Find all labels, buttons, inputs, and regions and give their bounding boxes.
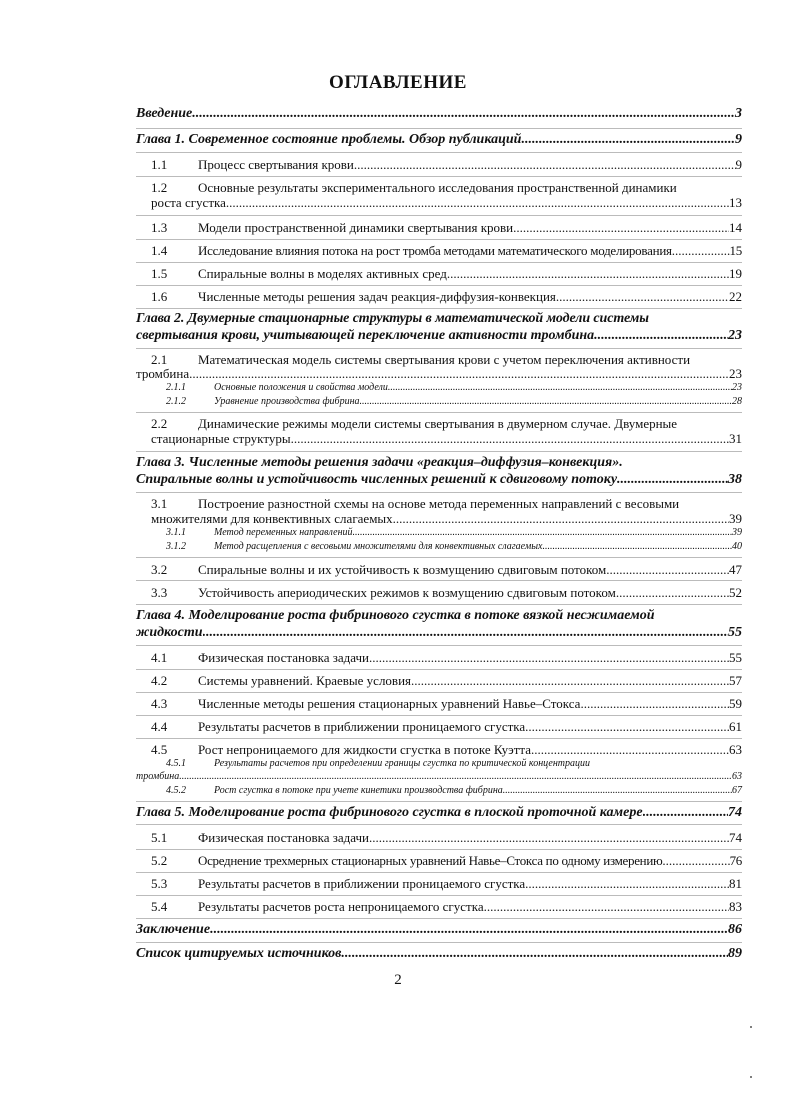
toc-entry-page: 67 bbox=[732, 785, 742, 796]
toc-entry-text-cont: тромбина bbox=[136, 771, 180, 782]
toc-entry-text: Спиральные волны и их устойчивость к возмущению сдвиговым потоком bbox=[198, 562, 607, 577]
toc-entry-page: 40 bbox=[732, 541, 742, 552]
toc-subsection-3-1-2[interactable] bbox=[214, 541, 742, 552]
toc-entry-text: Уравнение производства фибрина bbox=[214, 396, 360, 407]
toc-entry-page: 28 bbox=[732, 396, 742, 407]
toc-entry-page: 59 bbox=[729, 696, 742, 711]
toc-entry-text: Список цитируемых источников bbox=[136, 946, 342, 961]
toc-entry-number: 4.5 bbox=[151, 742, 168, 757]
toc-entry-text: Глава 1. Современное состояние проблемы. Обзор публикаций bbox=[136, 132, 522, 147]
toc-entry-text: Результаты расчетов при определении границы сгустка по критической концентрации bbox=[214, 758, 591, 769]
toc-entry-number: 2.1.2 bbox=[166, 396, 186, 407]
toc-chapter-2-text: Глава 2. Двумерные стационарные структуры в математической модели системы bbox=[136, 311, 649, 326]
toc-entry-number: 4.3 bbox=[151, 696, 168, 711]
toc-entry-page: 23 bbox=[728, 328, 742, 343]
toc-entry-text: Метод переменных направлений bbox=[214, 527, 353, 538]
toc-entry-page: 38 bbox=[728, 472, 742, 487]
toc-section-2-2[interactable] bbox=[151, 431, 742, 447]
toc-section-5-2[interactable] bbox=[198, 853, 742, 869]
toc-entry-number: 1.5 bbox=[151, 266, 168, 281]
toc-chapter-4[interactable] bbox=[136, 625, 742, 641]
toc-entry-number: 1.1 bbox=[151, 157, 168, 172]
toc-entry-page: 9 bbox=[735, 132, 742, 147]
toc-entry-text-cont: Спиральные волны и устойчивость численных решений к сдвиговому потоку bbox=[136, 472, 618, 487]
toc-entry-text: Исследование влияния потока на рост тромба методами математического моделирования bbox=[198, 243, 672, 258]
toc-chapter-3[interactable] bbox=[136, 472, 742, 488]
toc-entry-page: 13 bbox=[729, 195, 742, 210]
toc-entry-text: Математическая модель системы свертывания крови с учетом переключения активности bbox=[198, 352, 691, 367]
toc-entry-text: Численные методы решения стационарных уравнений Навье–Стокса bbox=[198, 696, 581, 711]
toc-section-4-3[interactable] bbox=[198, 696, 742, 712]
toc-entry-text: Заключение bbox=[136, 922, 211, 937]
toc-entry-page: 39 bbox=[732, 527, 742, 538]
toc-entry-page: 63 bbox=[732, 771, 742, 782]
toc-entry-number: 1.4 bbox=[151, 243, 168, 258]
toc-entry-number: 2.1 bbox=[151, 352, 168, 367]
toc-section-1-3[interactable] bbox=[198, 220, 742, 236]
toc-section-4-5[interactable] bbox=[198, 742, 742, 758]
toc-entry-page: 81 bbox=[729, 876, 742, 891]
toc-entry-text: Основные результаты экспериментального исследования пространственной динамики bbox=[198, 180, 677, 195]
toc-entry-text: Устойчивость апериодических режимов к возмущению сдвиговым потоком bbox=[198, 585, 616, 600]
toc-entry-number: 4.5.1 bbox=[166, 758, 186, 769]
toc-entry-page: 57 bbox=[729, 673, 742, 688]
toc-entry-number: 2.2 bbox=[151, 416, 168, 431]
toc-entry-page: 19 bbox=[729, 266, 742, 281]
toc-entry-number: 3.2 bbox=[151, 562, 168, 577]
toc-subsection-4-5-2[interactable] bbox=[214, 785, 742, 796]
toc-entry-page: 39 bbox=[729, 511, 742, 526]
toc-entry-intro[interactable] bbox=[136, 106, 742, 122]
toc-entry-number: 1.2 bbox=[151, 180, 168, 195]
page-title: ОГЛАВЛЕНИЕ bbox=[329, 72, 467, 93]
toc-entry-text: Метод расщепления с весовыми множителями для конвективных слагаемых bbox=[214, 541, 543, 552]
toc-entry-number: 3.1.1 bbox=[166, 527, 186, 538]
toc-entry-number: 4.4 bbox=[151, 719, 168, 734]
toc-entry-page: 74 bbox=[729, 830, 742, 845]
toc-entry-text-cont: стационарные структуры bbox=[151, 431, 291, 446]
toc-entry-page: 23 bbox=[729, 366, 742, 381]
toc-section-3-2[interactable] bbox=[198, 562, 742, 578]
toc-section-5-3[interactable] bbox=[198, 876, 742, 892]
toc-entry-page: 83 bbox=[729, 899, 742, 914]
toc-entry-number: 2.1.1 bbox=[166, 382, 186, 393]
toc-entry-text: Результаты расчетов роста непроницаемого сгустка bbox=[198, 899, 484, 914]
toc-entry-page: 52 bbox=[729, 585, 742, 600]
toc-entry-conclusion[interactable] bbox=[136, 922, 742, 938]
toc-entry-text: Модели пространственной динамики свертывания крови bbox=[198, 220, 514, 235]
toc-entry-page: 9 bbox=[735, 157, 742, 172]
toc-entry-text: Численные методы решения задач реакция-диффузия-конвекция bbox=[198, 289, 556, 304]
toc-entry-text: Результаты расчетов в приближении проницаемого сгустка bbox=[198, 719, 526, 734]
toc-entry-number: 4.1 bbox=[151, 650, 168, 665]
toc-entry-text-cont: множителями для конвективных слагаемых bbox=[151, 511, 393, 526]
toc-entry-text: Результаты расчетов в приближении проницаемого сгустка bbox=[198, 876, 526, 891]
toc-entry-page: 61 bbox=[729, 719, 742, 734]
toc-section-4-4[interactable] bbox=[198, 719, 742, 735]
toc-section-1-2[interactable] bbox=[151, 195, 742, 211]
toc-section-4-2[interactable] bbox=[198, 673, 742, 689]
toc-entry-text: Системы уравнений. Краевые условия bbox=[198, 673, 412, 688]
toc-section-1-4[interactable] bbox=[198, 243, 742, 259]
toc-chapter-1[interactable] bbox=[136, 132, 742, 148]
toc-entry-text: Основные положения и свойства модели bbox=[214, 382, 388, 393]
toc-entry-references[interactable] bbox=[136, 946, 742, 962]
toc-entry-text: Процесс свертывания крови bbox=[198, 157, 354, 172]
toc-entry-page: 55 bbox=[729, 650, 742, 665]
toc-entry-text: Физическая постановка задачи bbox=[198, 650, 369, 665]
toc-entry-text: Введение bbox=[136, 106, 193, 121]
toc-chapter-4-text: Глава 4. Моделирование роста фибринового сгустка в потоке вязкой несжимаемой bbox=[136, 608, 655, 623]
toc-entry-text: Спиральные волны в моделях активных сред bbox=[198, 266, 447, 281]
toc-entry-text-cont: роста сгустка bbox=[151, 195, 226, 210]
toc-entry-page: 74 bbox=[728, 805, 742, 820]
toc-entry-number: 1.3 bbox=[151, 220, 168, 235]
toc-section-1-6[interactable] bbox=[198, 289, 742, 305]
toc-entry-number: 5.1 bbox=[151, 830, 168, 845]
toc-entry-text: Построение разностной схемы на основе метода переменных направлений с весовыми bbox=[198, 496, 680, 511]
toc-section-2-1[interactable] bbox=[136, 366, 742, 382]
toc-entry-text: Физическая постановка задачи bbox=[198, 830, 369, 845]
toc-subsection-2-1-1[interactable] bbox=[214, 382, 742, 393]
toc-chapter-5[interactable] bbox=[136, 805, 742, 821]
toc-entry-number: 3.1.2 bbox=[166, 541, 186, 552]
toc-section-1-5[interactable] bbox=[198, 266, 742, 282]
toc-entry-number: 5.4 bbox=[151, 899, 168, 914]
toc-entry-page: 63 bbox=[729, 742, 742, 757]
toc-entry-number: 5.2 bbox=[151, 853, 168, 868]
toc-section-1-1[interactable] bbox=[198, 157, 742, 173]
toc-entry-number: 3.3 bbox=[151, 585, 168, 600]
toc-entry-page: 3 bbox=[735, 106, 742, 121]
toc-entry-text: Рост сгустка в потоке при учете кинетики производства фибрина bbox=[214, 785, 503, 796]
toc-chapter-2[interactable] bbox=[136, 328, 742, 344]
toc-entry-number: 4.5.2 bbox=[166, 785, 186, 796]
toc-section-4-1[interactable] bbox=[198, 650, 742, 666]
toc-entry-number: 5.3 bbox=[151, 876, 168, 891]
toc-entry-page: 31 bbox=[729, 431, 742, 446]
toc-entry-page: 76 bbox=[729, 853, 742, 868]
toc-entry-page: 55 bbox=[728, 625, 742, 640]
toc-entry-text-cont: свертывания крови, учитывающей переключение активности тромбина bbox=[136, 328, 595, 343]
scan-speck bbox=[750, 1076, 752, 1078]
toc-entry-page: 23 bbox=[732, 382, 742, 393]
toc-entry-text: Глава 5. Моделирование роста фибринового сгустка в плоской проточной камере bbox=[136, 805, 643, 820]
toc-entry-text-cont: тромбина bbox=[136, 366, 190, 381]
toc-entry-number: 1.6 bbox=[151, 289, 168, 304]
toc-entry-page: 14 bbox=[729, 220, 742, 235]
toc-entry-page: 86 bbox=[728, 922, 742, 937]
toc-entry-number: 4.2 bbox=[151, 673, 168, 688]
toc-subsection-2-1-2[interactable] bbox=[214, 396, 742, 407]
toc-entry-text: Осреднение трехмерных стационарных уравнений Навье–Стокса по одному измерению bbox=[198, 853, 663, 868]
page-number: 2 bbox=[394, 972, 402, 988]
toc-chapter-3-text: Глава 3. Численные методы решения задачи «реакция–диффузия–конвекция». bbox=[136, 455, 623, 470]
scan-speck bbox=[750, 1026, 752, 1028]
toc-entry-page: 89 bbox=[728, 946, 742, 961]
toc-entry-page: 15 bbox=[729, 243, 742, 258]
toc-subsection-3-1-1[interactable] bbox=[214, 527, 742, 538]
toc-entry-text: Динамические режимы модели системы свертывания в двумерном случае. Двумерные bbox=[198, 416, 678, 431]
toc-entry-page: 22 bbox=[729, 289, 742, 304]
toc-entry-number: 3.1 bbox=[151, 496, 168, 511]
toc-section-5-4[interactable] bbox=[198, 899, 742, 915]
toc-subsection-4-5-1[interactable] bbox=[136, 771, 742, 782]
toc-entry-text: Рост непроницаемого для жидкости сгустка в потоке Куэтта bbox=[198, 742, 531, 757]
toc-section-3-3[interactable] bbox=[198, 585, 742, 601]
toc-section-3-1[interactable] bbox=[151, 511, 742, 527]
toc-entry-text-cont: жидкости bbox=[136, 625, 203, 640]
toc-entry-page: 47 bbox=[729, 562, 742, 577]
toc-section-5-1[interactable] bbox=[198, 830, 742, 846]
